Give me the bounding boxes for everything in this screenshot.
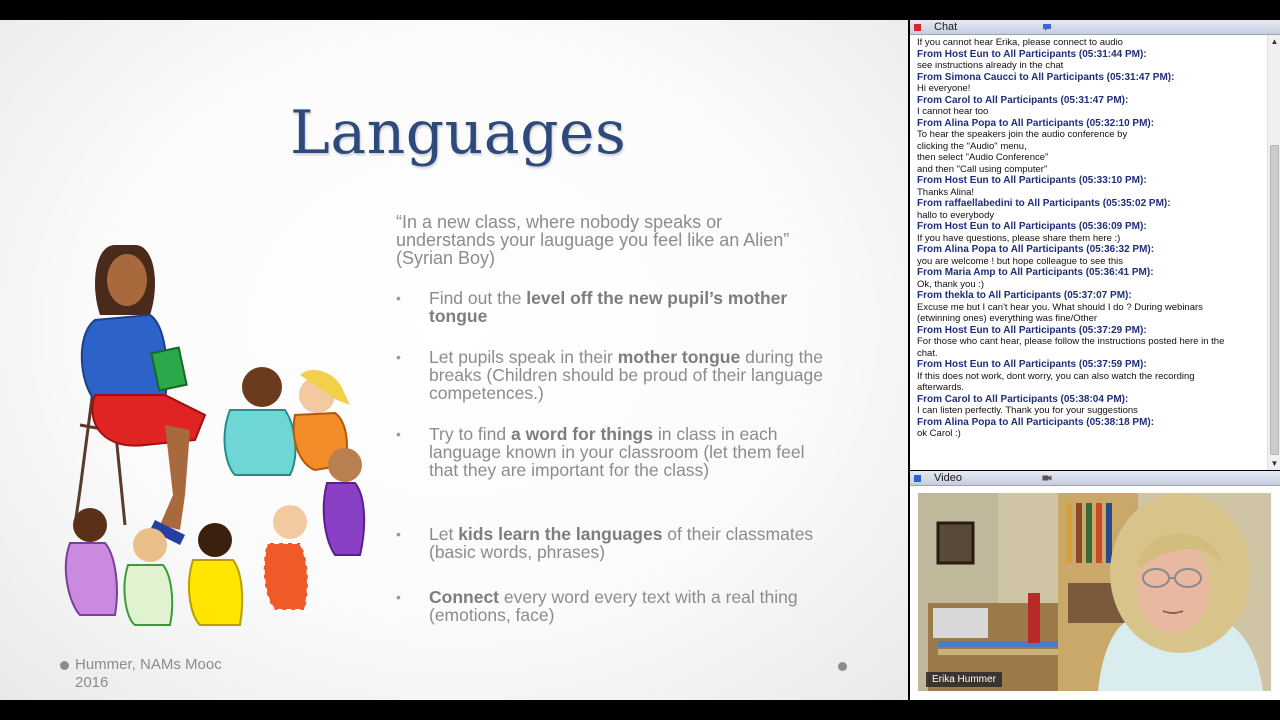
- participant-name-label: Erika Hummer: [926, 672, 1002, 687]
- bullet-emphasis: mother tongue: [617, 347, 741, 367]
- chat-message-text: I cannot hear too: [917, 106, 989, 117]
- video-panel-header[interactable]: [910, 471, 1280, 486]
- chat-message-text: Ok, thank you :): [917, 278, 985, 290]
- chat-message-text: If you have questions, please share them here :): [917, 232, 1121, 244]
- camera-icon[interactable]: [1042, 473, 1052, 483]
- chat-message-sender: From Host Eun to All Participants (05:31:44 PM):: [917, 48, 1147, 60]
- chat-message-text: ok Carol :): [917, 428, 961, 439]
- bullet-text: every word every text with a real thing (emotions, face): [429, 587, 798, 625]
- scroll-down-icon[interactable]: ▼: [1270, 459, 1279, 468]
- webcam-scene: [918, 493, 1271, 691]
- participant-video[interactable]: [918, 493, 1271, 691]
- chat-panel-title: Chat: [934, 21, 958, 33]
- chat-message-sender: From Alina Popa to All Participants (05:36:32 PM):: [917, 244, 1155, 255]
- chat-message-text: chat.: [917, 347, 938, 359]
- bullet-emphasis: level off the new pupil’s mother tongue: [429, 288, 788, 326]
- video-panel-title: Video: [934, 472, 962, 484]
- slide-quote: “In a new class, where nobody speaks or understands your lauguage you feel like an Alien” (Syrian Boy): [396, 212, 790, 268]
- chat-message-sender: From Host Eun to All Participants (05:36:09 PM):: [917, 221, 1147, 232]
- chat-message-sender: From Simona Caucci to All Participants (05:31:47 PM):: [917, 71, 1175, 83]
- scroll-up-icon[interactable]: ▲: [1270, 37, 1279, 46]
- chat-message-text: I can listen perfectly. Thank you for your suggestions: [917, 405, 1138, 416]
- chat-message-text: afterwards.: [917, 382, 964, 393]
- chat-message-text: (etwinning ones) everything was fine/Other: [917, 313, 1098, 324]
- teacher-reading-illustration: [55, 225, 375, 635]
- chat-bubble-icon[interactable]: [1042, 22, 1052, 32]
- bullet-item: [396, 525, 836, 588]
- video-status-icon: [914, 475, 921, 482]
- slide-page-dot: [838, 662, 847, 671]
- chat-message-sender: From Host Eun to All Participants (05:33:10 PM):: [917, 175, 1147, 186]
- bullet-item: [396, 425, 836, 525]
- chat-message-text: For those who cant hear, please follow the instructions posted here in the: [917, 336, 1225, 347]
- chat-message-sender: From Carol to All Participants (05:31:47 PM):: [917, 94, 1129, 106]
- bullet-dot: •: [396, 426, 401, 442]
- chat-messages[interactable]: [910, 35, 1266, 470]
- bullet-item: [396, 348, 836, 425]
- slide-title: Languages: [290, 98, 627, 168]
- bullet-list: [396, 289, 836, 628]
- footer-bullet-dot: [60, 661, 69, 670]
- chat-panel-header[interactable]: [910, 20, 1280, 35]
- teacher-figure: [82, 245, 205, 545]
- chat-message-text: If this does not work, dont worry, you can also watch the recording: [917, 370, 1195, 382]
- bullet-dot: •: [396, 589, 401, 605]
- chat-message-text: then select "Audio Conference": [917, 152, 1049, 163]
- chat-status-icon: [914, 24, 921, 31]
- chat-message-text: To hear the speakers join the audio conference by: [917, 129, 1128, 140]
- bullet-dot: •: [396, 349, 401, 365]
- chat-message-text: Hi everyone!: [917, 83, 971, 94]
- bullet-emphasis: kids learn the languages: [458, 524, 663, 544]
- chat-message-sender: From Carol to All Participants (05:38:04 PM):: [917, 393, 1129, 405]
- chat-message-text: clicking the "Audio" menu,: [917, 140, 1027, 152]
- bullet-item: [396, 588, 836, 628]
- chat-message-sender: From Host Eun to All Participants (05:37:29 PM):: [917, 324, 1147, 336]
- scrollbar-thumb[interactable]: [1270, 145, 1279, 455]
- chat-message-text: you are welcome ! but hope colleague to see this: [917, 255, 1123, 267]
- chat-message-sender: From Alina Popa to All Participants (05:32:10 PM):: [917, 117, 1155, 129]
- bullet-dot: •: [396, 526, 401, 542]
- chat-message-text: and then "Call using computer": [917, 163, 1048, 175]
- chat-message-sender: From Alina Popa to All Participants (05:38:18 PM):: [917, 416, 1155, 428]
- bullet-text: of their classmates (basic words, phrases): [429, 524, 814, 562]
- chat-message-sender: From Maria Amp to All Participants (05:36:41 PM):: [917, 267, 1154, 278]
- bullet-emphasis: Connect: [429, 587, 499, 607]
- bullet-text: Find out the: [429, 288, 527, 308]
- bullet-text: in class in each language known in your classroom (let them feel that they are important for the class): [429, 424, 805, 480]
- chat-panel: [910, 20, 1280, 470]
- bullet-dot: •: [396, 290, 401, 306]
- bullet-text: Let pupils speak in their: [429, 347, 618, 367]
- video-panel: [910, 471, 1280, 700]
- bullet-text: Let: [429, 524, 459, 544]
- bullet-text: Try to find: [429, 424, 512, 444]
- bullet-text: during the breaks (Children should be proud of their language competences.): [429, 347, 824, 403]
- chat-message-text: Thanks Alina!: [917, 186, 975, 198]
- chat-message-sender: From thekla to All Participants (05:37:07 PM):: [917, 290, 1132, 301]
- chat-message-text: Excuse me but I can't hear you. What should I do ? During webinars: [917, 301, 1203, 313]
- bullet-item: [396, 289, 836, 348]
- chat-message-sender: From raffaellabedini to All Participants (05:35:02 PM):: [917, 198, 1171, 209]
- chat-message-text: hallo to everybody: [917, 209, 995, 221]
- chat-message-text: see instructions already in the chat: [917, 60, 1064, 71]
- slide-footer: Hummer, NAMs Mooc 2016: [75, 656, 222, 691]
- chat-message-sender: From Host Eun to All Participants (05:37:59 PM):: [917, 359, 1147, 370]
- bullet-emphasis: a word for things: [511, 424, 653, 444]
- presentation-slide: [0, 20, 908, 700]
- chat-message-text: If you cannot hear Erika, please connect to audio: [917, 37, 1123, 48]
- chat-scrollbar[interactable]: [1267, 35, 1280, 470]
